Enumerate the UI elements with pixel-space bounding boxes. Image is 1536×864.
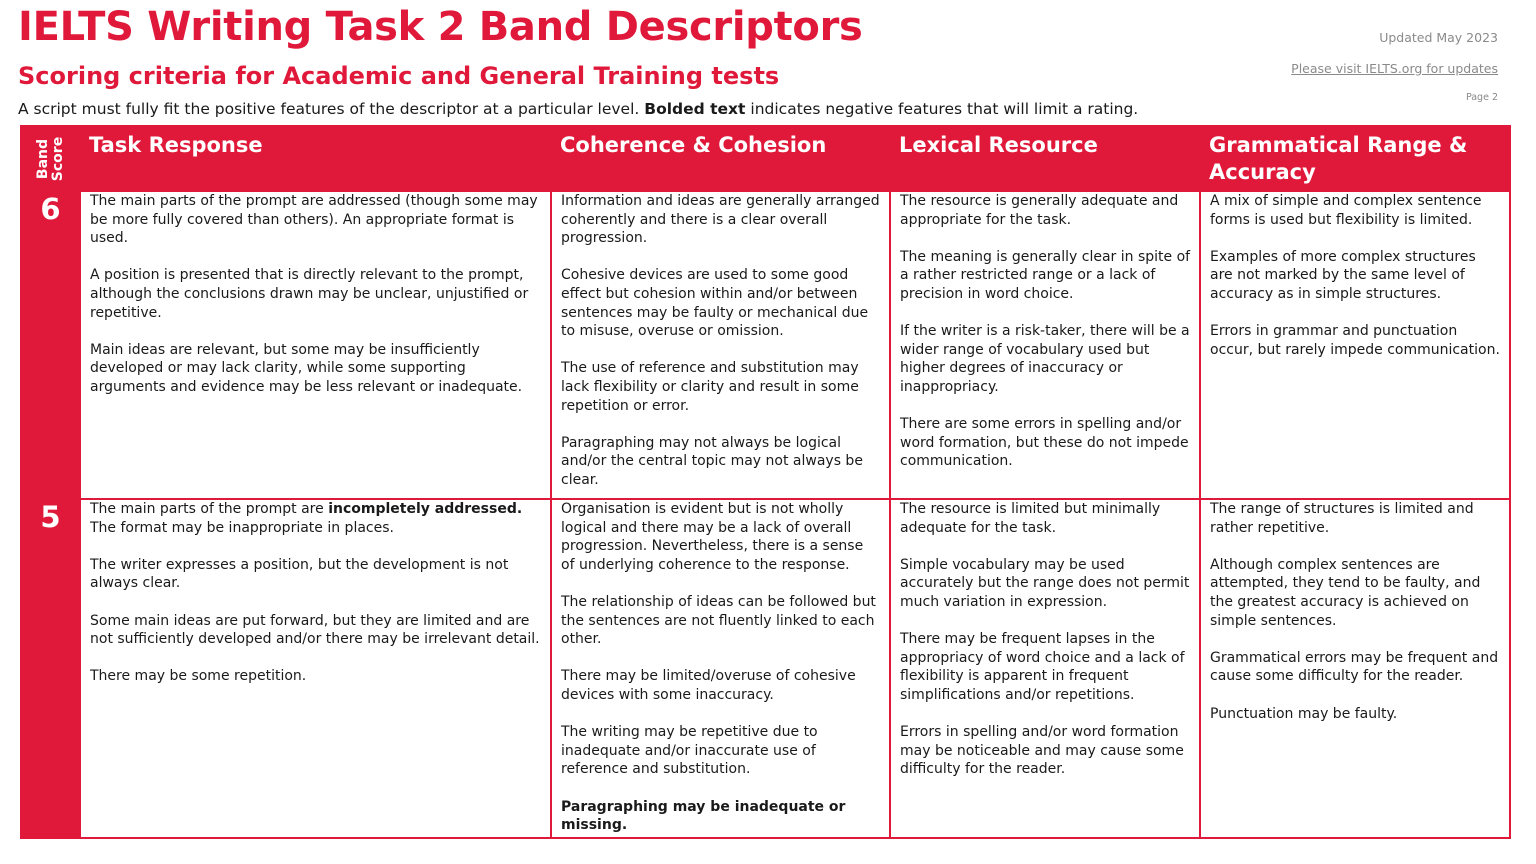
descriptor-text [90,500,542,537]
descriptor-text: There may be some repetition. [90,668,307,685]
grammatical-range-cell [1200,499,1510,838]
descriptor-text: Main ideas are relevant, but some may be insufficiently developed or may lack clarity, while some supporting arguments and evidence may be less relevant or inadequate. [90,341,523,395]
descriptor-text: Paragraphing may not always be logical and/or the central topic may not always be clear. [561,434,863,488]
descriptor-text: There may be frequent lapses in the appropriacy of word choice and a lack of flexibility is apparent in frequent simplifications and/or repetitions. [900,631,1185,703]
negative-feature-text: Paragraphing may be inadequate or missing. [561,798,846,834]
band-score-cell: 6 [21,191,80,499]
descriptor-text: The writer expresses a position, but the development is not always clear. [90,556,509,592]
updated-date: Updated May 2023 [1379,30,1498,45]
descriptor-text: Although complex sentences are attempted, they tend to be faulty, and the greatest accuracy is achieved on simple sentences. [1210,556,1481,629]
page-subtitle: Scoring criteria for Academic and General Training tests [18,62,780,90]
intro-text-bold: Bolded text [644,100,746,118]
descriptor-text-part: The format may be inappropriate in places. [90,519,394,536]
task-response-cell [80,499,551,838]
lexical-resource-cell [890,191,1200,499]
column-header-grammatical-range: Grammatical Range & Accuracy [1200,126,1510,191]
descriptor-text: There may be limited/overuse of cohesive devices with some inaccuracy. [561,668,856,703]
column-header-coherence-cohesion: Coherence & Cohesion [551,126,890,191]
column-header-task-response: Task Response [80,126,551,191]
descriptor-text: Punctuation may be faulty. [1210,705,1398,722]
descriptor-text: Errors in spelling and/or word formation may be noticeable and may cause some difficulty for the reader. [900,724,1184,778]
descriptor-text: Some main ideas are put forward, but they are limited and are not sufficiently developed and/or there may be irrelevant detail. [90,612,540,648]
coherence-cohesion-cell [551,499,890,838]
page-title: IELTS Writing Task 2 Band Descriptors [18,4,863,50]
descriptor-text: Simple vocabulary may be used accurately but the range does not permit much variation in expression. [900,556,1190,610]
descriptor-text: Information and ideas are generally arranged coherently and there is a clear overall progression. [561,193,880,247]
descriptor-text: Errors in grammar and punctuation occur, but rarely impede communication. [1210,323,1500,358]
table-row [21,499,1510,838]
descriptor-text: The main parts of the prompt are addressed (though some may be more fully covered than others). An appropriate format is used. [90,193,538,247]
table-row [21,191,1510,499]
descriptor-text: The use of reference and substitution may lack flexibility or clarity and result in some repetition or error. [561,360,859,414]
column-header-lexical-resource: Lexical Resource [890,126,1200,191]
negative-feature-text: incompletely addressed. [328,501,523,517]
page-number: Page 2 [1465,92,1498,103]
table-header-row [21,126,1510,191]
descriptor-text: If the writer is a risk-taker, there will be a wider range of vocabulary used but higher degrees of inaccuracy or inappropriacy. [900,323,1190,395]
intro-text-part2: indicates negative features that will limit a rating. [750,100,1139,118]
coherence-cohesion-cell [551,191,890,499]
task-response-cell [80,191,551,499]
descriptor-text: Organisation is evident but is not wholly logical and there may be a lack of overall progression. Nevertheless, there is a sense of underlying coherence to the response. [561,501,864,573]
descriptor-text: The meaning is generally clear in spite of a rather restricted range or a lack of precision in word choice. [900,248,1191,302]
lexical-resource-cell [890,499,1200,838]
grammatical-range-cell [1200,191,1510,499]
descriptor-text: The resource is generally adequate and appropriate for the task. [900,193,1179,228]
descriptor-text: The relationship of ideas can be followed but the sentences are not fluently linked to each other. [561,593,876,648]
descriptor-text: A position is presented that is directly relevant to the prompt, although the conclusions drawn may be unclear, unjustified or repetitive. [90,267,529,321]
descriptor-text: There are some errors in spelling and/or word formation, but these do not impede communication. [900,416,1189,470]
descriptor-text: Grammatical errors may be frequent and cause some difficulty for the reader. [1210,649,1499,685]
descriptor-text: The writing may be repetitive due to inadequate and/or inaccurate use of reference and substitution. [561,724,818,778]
visit-ielts-link[interactable]: Please visit IELTS.org for updates [1291,61,1498,76]
band-score-header [21,126,80,191]
band-descriptor-table [20,125,1511,839]
intro-text-part1: A script must fully fit the positive features of the descriptor at a particular level. [18,100,640,118]
descriptor-text: A mix of simple and complex sentence forms is used but flexibility is limited. [1210,193,1482,228]
descriptor-text: Cohesive devices are used to some good effect but cohesion within and/or between sentences may be faulty or mechanical due to misuse, overuse or omission. [561,267,869,340]
band-score-cell: 5 [21,499,80,838]
intro-text [18,100,1138,118]
descriptor-text-part: The main parts of the prompt are [90,501,324,517]
descriptor-text: The range of structures is limited and rather repetitive. [1210,501,1474,536]
band-header-line1: Band [34,138,51,179]
descriptor-text: The resource is limited but minimally adequate for the task. [900,501,1161,536]
band-header-line2: Score [49,136,66,181]
descriptor-text: Examples of more complex structures are not marked by the same level of accuracy as in simple structures. [1210,248,1476,302]
